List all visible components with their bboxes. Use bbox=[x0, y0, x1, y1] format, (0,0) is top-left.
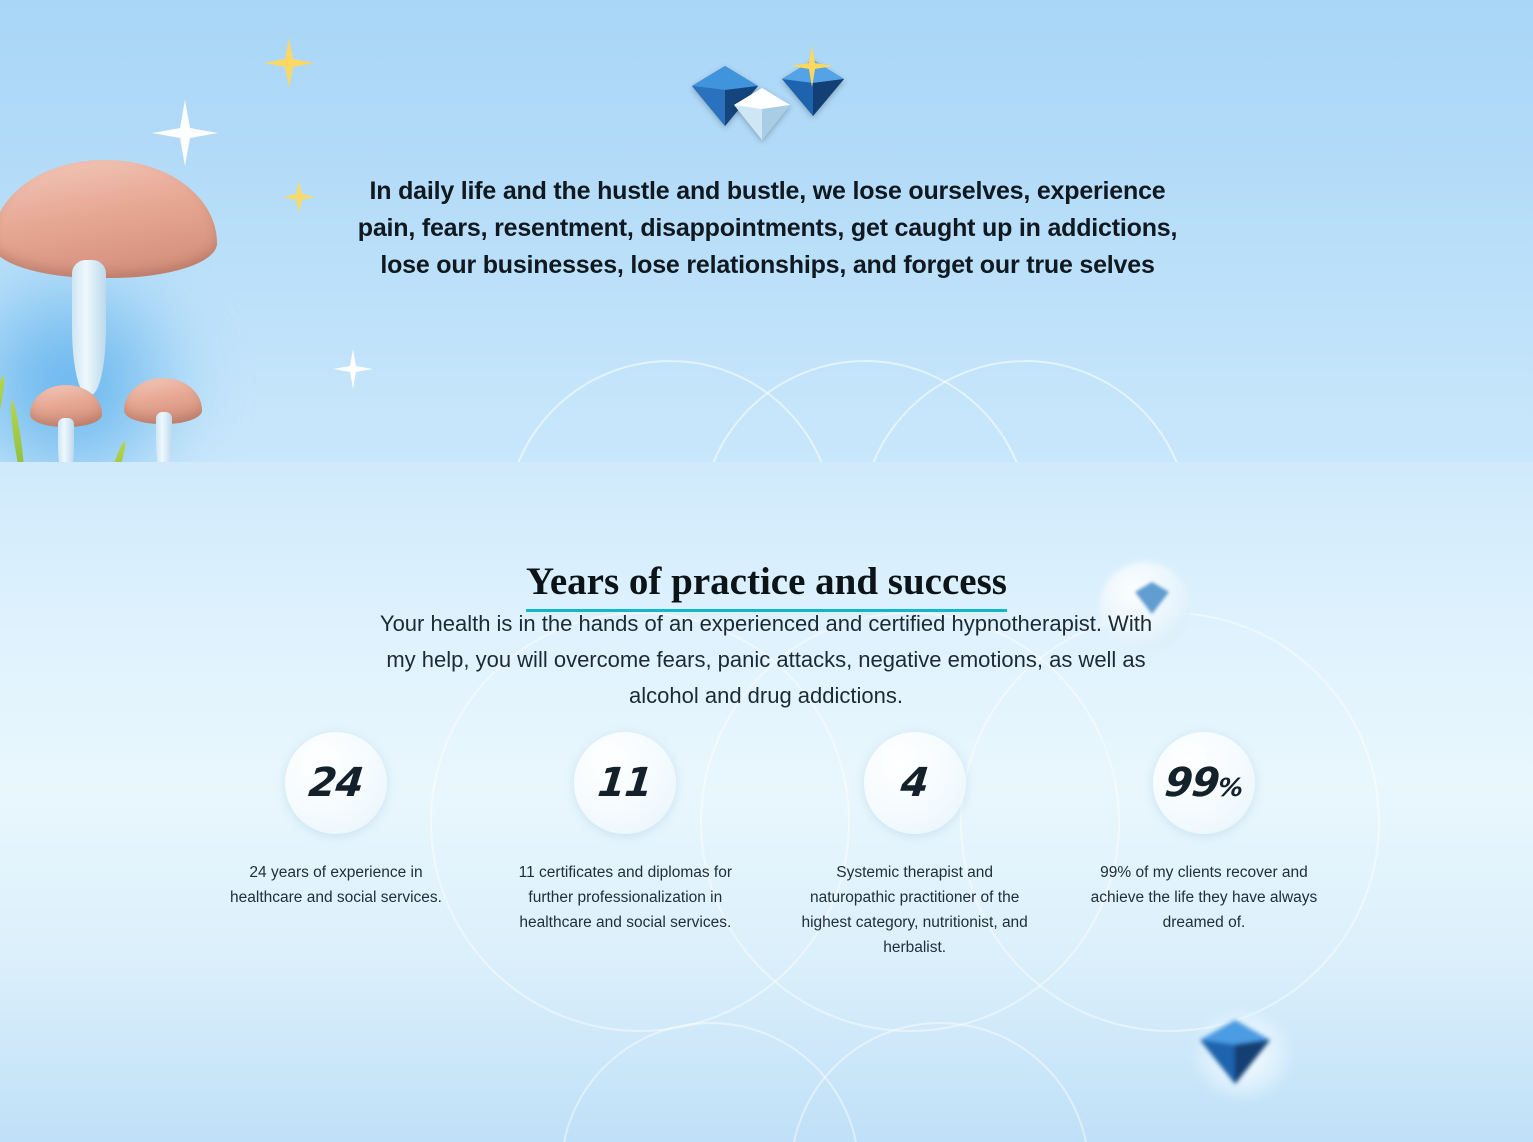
mushroom-cap-large bbox=[0, 160, 217, 278]
decorative-circle bbox=[505, 360, 835, 462]
section-title-text: Years of practice and success bbox=[526, 560, 1007, 612]
hero-section bbox=[0, 0, 1533, 462]
decorative-circle bbox=[860, 360, 1190, 462]
stat-suffix: % bbox=[1216, 773, 1244, 802]
mushroom-stem-large bbox=[72, 260, 106, 395]
stat-number: 11 bbox=[596, 760, 655, 806]
stat-description: 11 certificates and diplomas for further professionalization in healthcare and social services. bbox=[518, 864, 733, 931]
stat-value bbox=[307, 760, 366, 806]
sparkle-icon bbox=[262, 36, 316, 90]
stat-number: 99 bbox=[1162, 760, 1222, 806]
stat-item bbox=[499, 732, 751, 960]
decorative-circle bbox=[560, 1022, 860, 1142]
stat-bubble bbox=[864, 732, 966, 834]
stat-value bbox=[1163, 760, 1246, 806]
stat-description: 99% of my clients recover and achieve the life they have always dreamed of. bbox=[1090, 864, 1318, 931]
stat-description: 24 years of experience in healthcare and social services. bbox=[230, 864, 442, 906]
stat-bubble bbox=[574, 732, 676, 834]
stat-bubble bbox=[1153, 732, 1255, 834]
decorative-circle bbox=[790, 1022, 1090, 1142]
sparkle-icon bbox=[332, 348, 374, 390]
stats-row bbox=[210, 732, 1330, 960]
stat-item bbox=[1078, 732, 1330, 960]
sparkle-icon bbox=[282, 180, 316, 214]
mushroom-stem-small bbox=[58, 418, 74, 462]
section-subtitle: Your health is in the hands of an experienced and certified hypnotherapist. With my help, you will overcome fears, panic attacks, negative emotions, as well as alcohol and drug addictions. bbox=[379, 611, 1153, 708]
gem-icon bbox=[734, 88, 790, 140]
mushroom-stem-medium bbox=[156, 412, 172, 462]
stat-item bbox=[789, 732, 1041, 960]
stat-number: 24 bbox=[306, 760, 366, 806]
stat-value bbox=[899, 760, 931, 806]
stat-description: Systemic therapist and naturopathic practitioner of the highest category, nutritionist, and herbalist. bbox=[801, 864, 1028, 956]
hero-headline: In daily life and the hustle and bustle, we lose ourselves, experience pain, fears, resentment, disappointments, get caught up in addictions, lose our businesses, lose relationships, and forget our true selves bbox=[357, 177, 1178, 279]
stat-item bbox=[210, 732, 462, 960]
stat-bubble bbox=[285, 732, 387, 834]
practice-section bbox=[0, 462, 1533, 1142]
stat-number: 4 bbox=[898, 760, 931, 806]
decorative-circle bbox=[700, 360, 1030, 462]
stat-value bbox=[596, 760, 655, 806]
gem-cluster bbox=[686, 52, 856, 147]
gem-icon bbox=[782, 60, 844, 116]
gem-icon bbox=[1200, 1020, 1270, 1084]
page-title bbox=[0, 559, 1533, 604]
mushroom-illustration bbox=[0, 150, 280, 462]
